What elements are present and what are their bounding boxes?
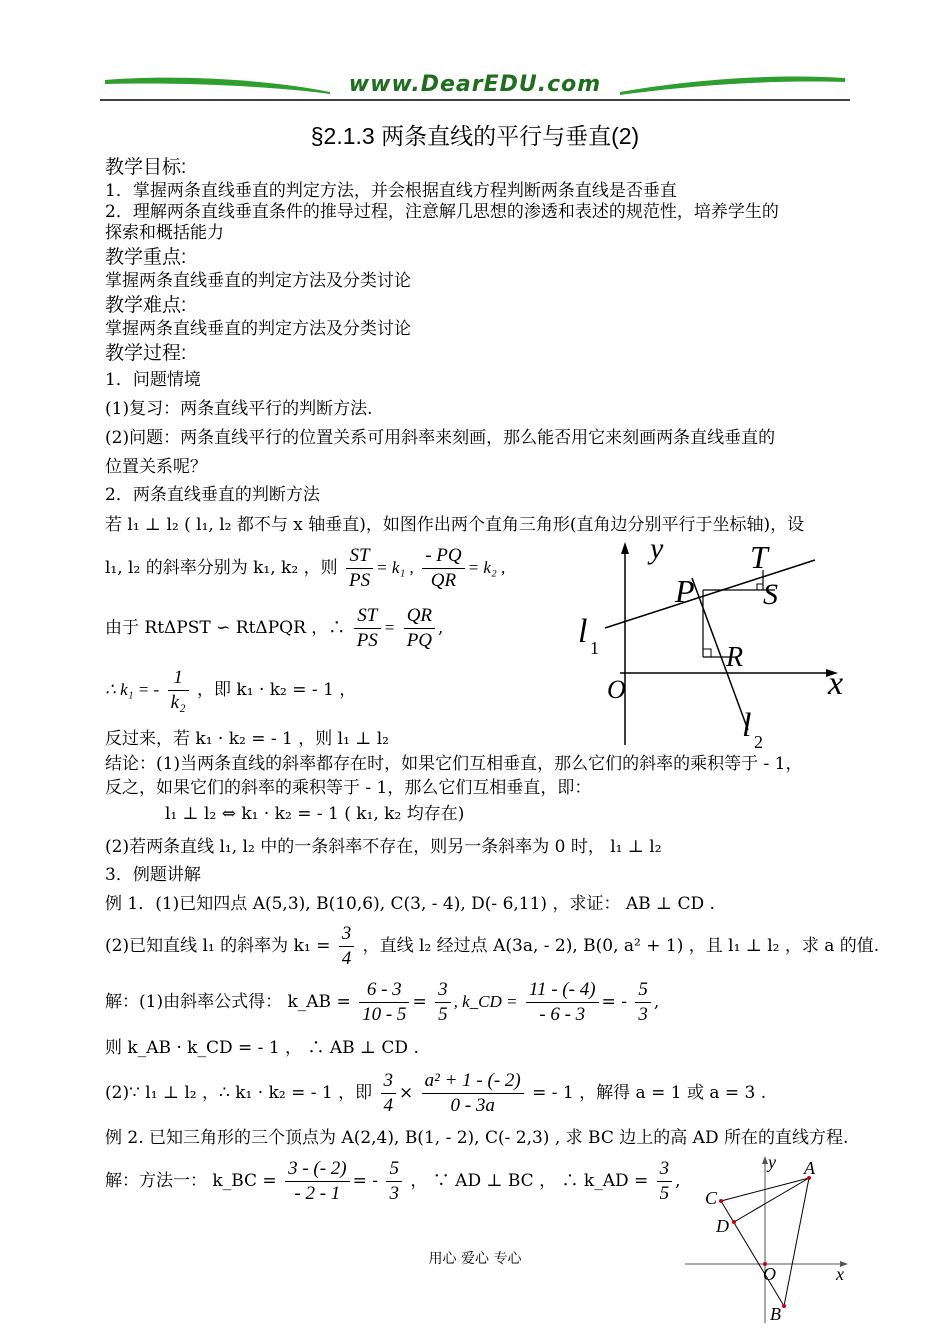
fraction: $\frac{\text{a² + 1 - (- 2)}}{0 - 3a}$ — [422, 1069, 524, 1118]
heading-goals: 教学目标: — [105, 157, 187, 178]
conclusion-a: 结论：(1)当两条直线的斜率都存在时，如果它们互相垂直，那么它们的斜率的乘积等于 - 1， — [105, 754, 803, 774]
header-logo — [100, 70, 850, 106]
fraction: $\frac{3}{4}$ — [339, 922, 355, 971]
section-3: 3．例题讲解 — [105, 865, 201, 885]
solution-1-2: (2)∵ l₁ ⊥ l₂ ，∴ k₁ · k₂ = - 1 ，即 $\frac{3}{4}$ × $\frac{\text{a² + 1 - (- 2)}}{0 - 3a}$ = - 1 ，解得 a = 1 或 a = 3 . — [105, 1070, 767, 1116]
label-x: x — [828, 665, 844, 702]
review-line: (1)复习：两条直线平行的判断方法. — [105, 399, 373, 419]
label-s: S — [763, 578, 778, 611]
example-2: 例 2. 已知三角形的三个顶点为 A(2,4), B(1, - 2), C(- 2,3) , 求 BC 边上的高 AD 所在的直线方程. — [105, 1128, 849, 1148]
fraction: $\frac{ST}{PS}$ — [354, 604, 381, 653]
fraction: $\frac{5}{3}$ — [386, 1157, 402, 1206]
goal-2b: 探索和概括能力 — [105, 223, 224, 243]
label-d: D — [716, 1216, 729, 1236]
label-a: A — [804, 1158, 815, 1178]
converse-line: 反过来，若 k₁ · k₂ = - 1 ，则 l₁ ⊥ l₂ — [105, 729, 389, 749]
goal-2a: 2．理解两条直线垂直条件的推导过程，注意解几思想的渗透和表述的规范性，培养学生的 — [105, 202, 779, 222]
key-text: 掌握两条直线垂直的判定方法及分类讨论 — [105, 271, 411, 291]
label-c: C — [705, 1188, 718, 1208]
triangle-diagram — [680, 1148, 860, 1328]
label-l1: l — [578, 613, 588, 650]
solution-1-1-result: 则 k_AB · k_CD = - 1 ， ∴ AB ⊥ CD . — [105, 1038, 419, 1058]
section-1: 1．问题情境 — [105, 370, 201, 390]
label-o: O — [763, 1264, 776, 1284]
fraction: $\frac{3}{5}$ — [435, 978, 451, 1027]
question-line-b: 位置关系呢？ — [105, 457, 207, 477]
solution-1-1: 解：(1)由斜率公式得： k_AB = $\frac{6 - 3}{10 - 5}$ = $\frac{3}{5}$ , k_CD = $\frac{11 - (- 4)}{- 6 - 3}$ = - $\frac{5}{3}$ , — [105, 979, 660, 1025]
fraction: $\frac{6 - 3}{10 - 5}$ — [359, 978, 409, 1027]
point-b — [782, 1304, 786, 1308]
fraction: $\frac{- PQ}{QR}$ — [422, 544, 464, 593]
similar-line: 由于 RtΔPST ∽ RtΔPQR ，∴ $\frac{ST}{PS}$ = $\frac{QR}{PQ}$ , — [105, 605, 444, 651]
side-ab — [784, 1178, 809, 1306]
fraction: $\frac{3}{4}$ — [381, 1069, 397, 1118]
point-d — [732, 1220, 736, 1224]
fraction: $\frac{11 - (- 4)}{- 6 - 3}$ — [526, 978, 599, 1027]
product-line: ∴ k₁ = - $\frac{1}{\text{k₂}}$ ，即 k₁ · k₂ = - 1 ， — [105, 667, 357, 713]
solution-2: 解：方法一： k_BC = $\frac{3 - (- 2)}{- 2 - 1}$ = - $\frac{5}{3}$ ， ∵ AD ⊥ BC ， ∴ k_AD = $\frac{3}{5}$ , — [105, 1158, 681, 1204]
heading-process: 教学过程: — [105, 343, 187, 364]
label-p: P — [675, 573, 695, 609]
fraction: $\frac{3 - (- 2)}{- 2 - 1}$ — [285, 1157, 350, 1206]
difficulty-text: 掌握两条直线垂直的判定方法及分类讨论 — [105, 319, 411, 339]
point-c — [719, 1199, 723, 1203]
fraction: $\frac{ST}{PS}$ — [346, 544, 373, 593]
heading-key: 教学重点: — [105, 247, 187, 268]
label-o: O — [607, 675, 626, 704]
goal-1: 1．掌握两条直线垂直的判定方法，并会根据直线方程判断两条直线是否垂直 — [105, 181, 677, 201]
question-line-a: (2)问题：两条直线平行的位置关系可用斜率来刻画，那么能否用它来刻画两条直线垂直的 — [105, 428, 776, 448]
example-1-2: (2)已知直线 l₁ 的斜率为 k₁ = $\frac{3}{4}$ ，直线 l₂ 经过点 A(3a, - 2), B(0, a² + 1) ，且 l₁ ⊥ l₂ ，求 a 的值. — [105, 923, 880, 969]
label-l2-sub: 2 — [754, 732, 763, 752]
right-angle-q — [703, 649, 711, 657]
label-l2: l — [742, 707, 752, 744]
fraction: $\frac{1}{\text{k₂}}$ — [168, 666, 189, 715]
example-1-1: 例 1．(1)已知四点 A(5,3), B(10,6), C(3, - 4), D(- 6,11) ，求证： AB ⊥ CD . — [105, 894, 715, 914]
fraction: $\frac{5}{3}$ — [635, 978, 651, 1027]
label-y: y — [650, 532, 664, 565]
logo-text: www.DearEDU.com — [348, 72, 602, 97]
setup-line: 若 l₁ ⊥ l₂ ( l₁, l₂ 都不与 x 轴垂直)，如图作出两个直角三角形(直角边分别平行于坐标轴)，设 — [105, 515, 805, 535]
perpendicular-diagram — [570, 530, 870, 760]
label-l1-sub: 1 — [590, 638, 599, 658]
page-title: §2.1.3 两条直线的平行与垂直(2) — [310, 123, 640, 149]
conclusion-b: 反之，如果它们的斜率的乘积等于 - 1，那么它们互相垂直，即： — [105, 778, 592, 798]
line-l1 — [605, 560, 815, 628]
criterion-line: l₁ ⊥ l₂ ⇔ k₁ · k₂ = - 1 ( k₁, k₂ 均存在) — [165, 804, 465, 824]
label-y: y — [768, 1152, 776, 1172]
slope-line: l₁, l₂ 的斜率分别为 k₁, k₂ ，则 $\frac{ST}{PS}$ = k₁ , $\frac{- PQ}{QR}$ = k₂ , — [105, 545, 506, 591]
section-2: 2．两条直线垂直的判断方法 — [105, 485, 320, 505]
label-r: R — [726, 642, 744, 673]
page-footer: 用心 爱心 专心 — [428, 1251, 522, 1267]
label-x: x — [836, 1264, 844, 1284]
heading-difficulty: 教学难点: — [105, 295, 187, 316]
y-axis-arrow — [621, 542, 629, 554]
conclusion-2: (2)若两条直线 l₁, l₂ 中的一条斜率不存在，则另一条斜率为 0 时， l₁ ⊥ l₂ — [105, 837, 662, 857]
label-b: B — [770, 1304, 781, 1324]
label-t: T — [750, 539, 768, 575]
fraction: $\frac{QR}{PQ}$ — [404, 604, 435, 653]
altitude-ad — [734, 1178, 809, 1222]
fraction: $\frac{3}{5}$ — [657, 1157, 673, 1206]
